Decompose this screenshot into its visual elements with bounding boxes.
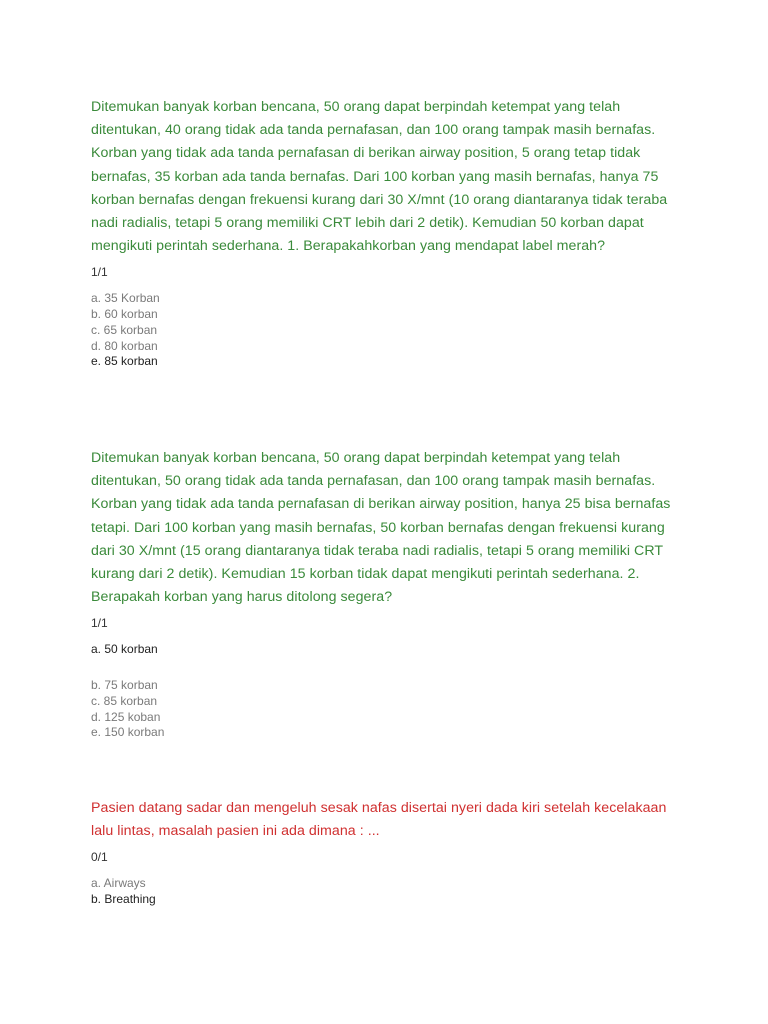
answer-option[interactable]: c. 65 korban (91, 322, 158, 337)
answer-option-selected[interactable]: e. 85 korban (91, 354, 158, 369)
question-3-options (91, 876, 691, 907)
question-2 (91, 447, 691, 741)
answer-option[interactable]: b. 60 korban (91, 307, 158, 322)
answer-option-selected[interactable]: b. Breathing (91, 892, 156, 907)
question-2-text: Ditemukan banyak korban bencana, 50 orang dapat berpindah ketempat yang telah ditentukan, 50 orang tidak ada tanda pernafasan, dan 100 orang tampak masih bernafas. Korban yang tidak ada tanda pernafasan di berikan airway position, hanya 25 bisa bernafas tetapi. Dari 100 korban yang masih bernafas, 50 korban bernafas dengan frekuensi kurang dari 30 X/mnt (15 orang diantaranya tidak teraba nadi radialis, tetapi 5 orang memiliki CRT kurang dari 2 detik). Kemudian 15 korban tidak dapat mengikuti perintah sederhana. 2. Berapakah korban yang harus ditolong segera? (91, 450, 671, 606)
question-1 (91, 96, 691, 370)
question-2-score: 1/1 (91, 616, 108, 631)
question-3-score: 0/1 (91, 850, 108, 865)
answer-option[interactable]: e. 150 korban (91, 725, 165, 740)
answer-option[interactable]: b. 75 korban (91, 678, 158, 693)
question-2-options (91, 642, 691, 741)
answer-option[interactable]: d. 80 korban (91, 338, 158, 353)
question-1-text: Ditemukan banyak korban bencana, 50 orang dapat berpindah ketempat yang telah ditentukan, 40 orang tidak ada tanda pernafasan, dan 100 orang tampak masih bernafas. Korban yang tidak ada tanda pernafasan di berikan airway position, 5 orang tetap tidak bernafas, 35 korban ada tanda bernafas. Dari 100 korban yang masih bernafas, hanya 75 korban bernafas dengan frekuensi kurang dari 30 X/mnt (10 orang diantaranya tidak teraba nadi radialis, tetapi 5 orang memiliki CRT lebih dari 2 detik). Kemudian 50 korban dapat mengikuti perintah sederhana. 1. Berapakahkorban yang mendapat label merah? (91, 99, 668, 255)
answer-option[interactable]: a. Airways (91, 876, 146, 891)
answer-option[interactable]: c. 85 korban (91, 693, 158, 708)
question-1-options (91, 291, 691, 370)
answer-option[interactable]: d. 125 koban (91, 709, 161, 724)
question-3 (91, 797, 691, 908)
answer-option-selected[interactable]: a. 50 korban (91, 642, 158, 657)
question-3-text: Pasien datang sadar dan mengeluh sesak nafas disertai nyeri dada kiri setelah kecelakaan lalu lintas, masalah pasien ini ada dimana : ... (91, 800, 667, 840)
answer-option[interactable]: a. 35 Korban (91, 291, 160, 306)
question-1-score: 1/1 (91, 265, 108, 280)
